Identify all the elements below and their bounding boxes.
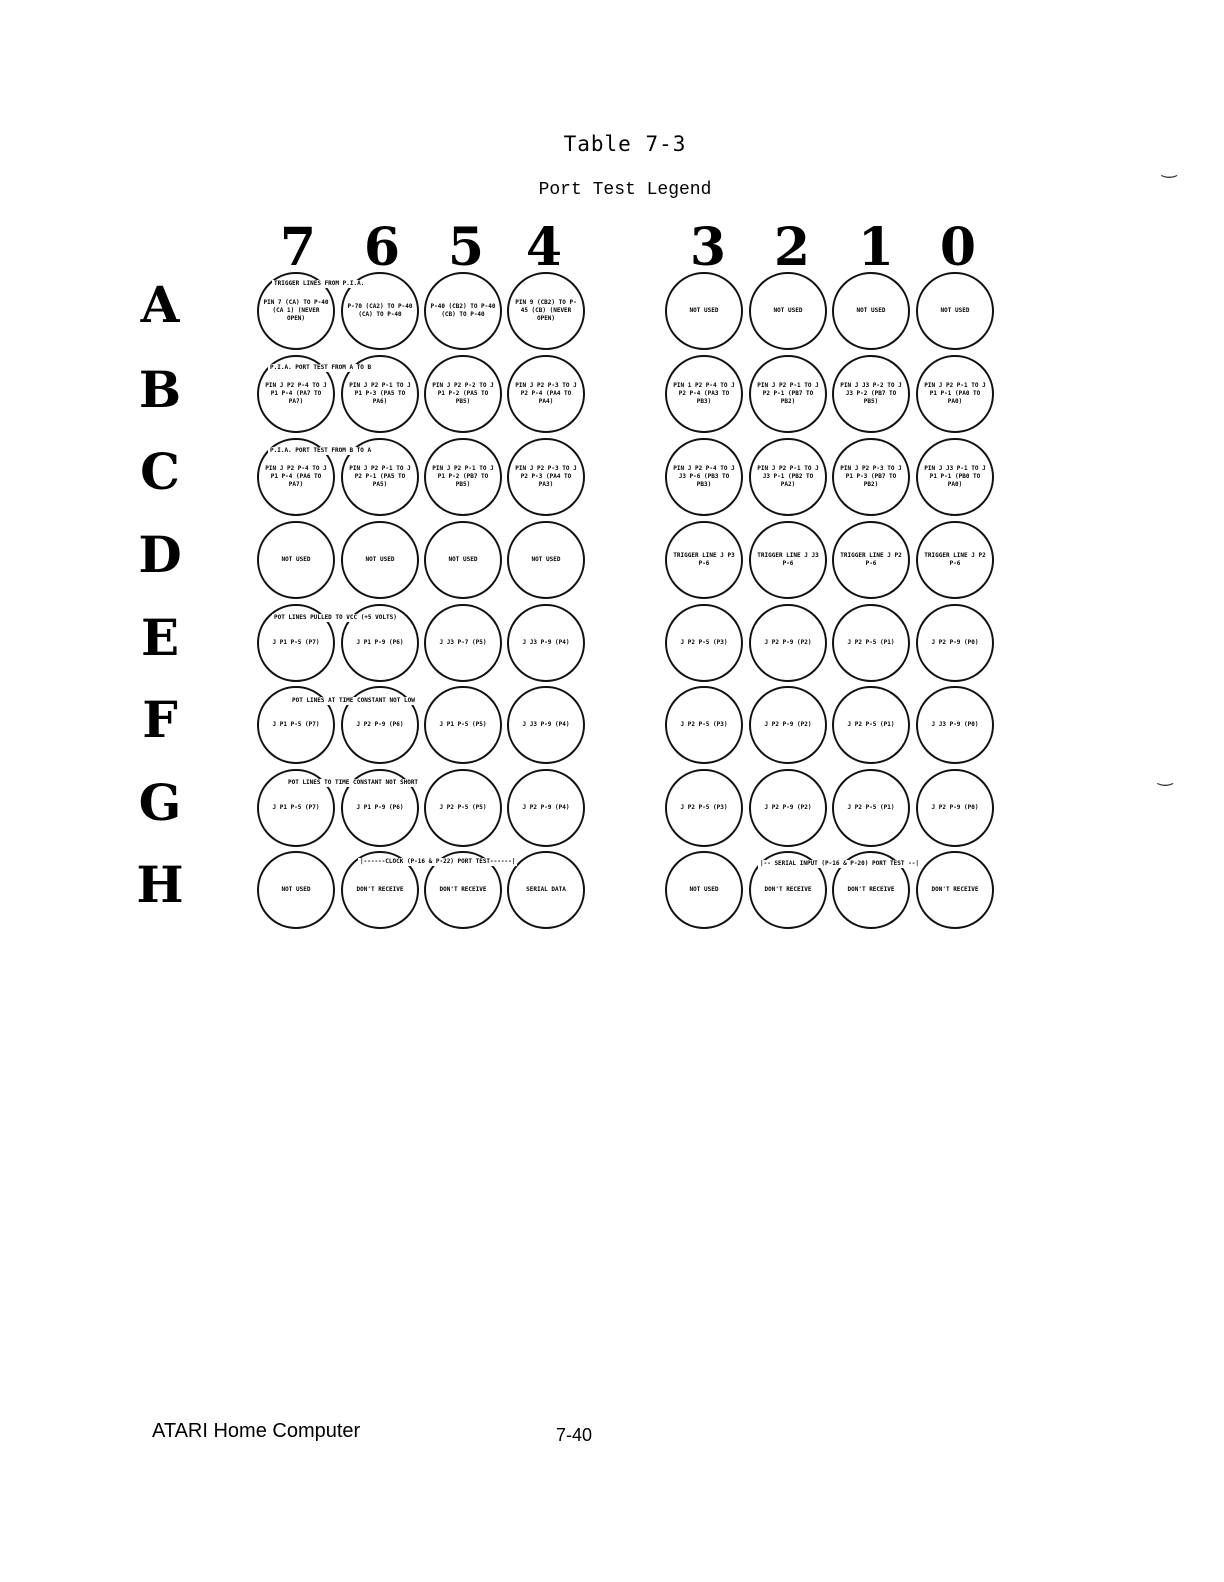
cell-f0: J J3 P-9 (P0) [916,686,994,764]
cell-g0: J P2 P-9 (P0) [916,769,994,847]
cell-g3: J P2 P-5 (P3) [665,769,743,847]
cell-g7: J P1 P-5 (P7) [257,769,335,847]
cell-e5: J J3 P-7 (P5) [424,604,502,682]
group-header-a: TRIGGER LINES FROM P.I.A. [274,280,365,287]
cell-a6: P-70 (CA2) TO P-40 (CA) TO P-40 [341,272,419,350]
row-letter-a: A [140,275,180,334]
cell-e7: J P1 P-5 (P7) [257,604,335,682]
cell-c7: PIN J P2 P-4 TO J P1 P-4 (PA6 TO PA7) [257,438,335,516]
column-number-1: 1 [857,217,895,278]
cell-d2: TRIGGER LINE J J3 P-6 [749,521,827,599]
cell-e3: J P2 P-5 (P3) [665,604,743,682]
cell-f7: J P1 P-5 (P7) [257,686,335,764]
cell-d3: TRIGGER LINE J P3 P-6 [665,521,743,599]
row-letter-b: B [138,360,182,419]
cell-c1: PIN J P2 P-3 TO J P1 P-3 (PB7 TO PB2) [832,438,910,516]
row-letter-f: F [142,690,178,749]
cell-a5: P-40 (CB2) TO P-40 (CB) TO P-40 [424,272,502,350]
footer-page-number: 7-40 [556,1425,593,1445]
cell-b3: PIN 1 P2 P-4 TO J P2 P-4 (PA3 TO PB3) [665,355,743,433]
cell-d6: NOT USED [341,521,419,599]
footer-publication: ATARI Home Computer [152,1420,361,1442]
cell-c0: PIN J J3 P-1 TO J P1 P-1 (PB0 TO PA0) [916,438,994,516]
group-header-f: POT LINES AT TIME CONSTANT NOT LOW [292,697,415,704]
cell-h4: SERIAL DATA [507,851,585,929]
group-header-b: P.I.A. PORT TEST FROM A TO B [270,364,372,371]
cell-b1: PIN J J3 P-2 TO J J3 P-2 (PB7 TO PB5) [832,355,910,433]
row-letter-d: D [138,525,182,584]
cell-d7: NOT USED [257,521,335,599]
group-header-g: POT LINES TO TIME CONSTANT NOT SHORT [288,779,419,786]
cell-f1: J P2 P-5 (P1) [832,686,910,764]
cell-h7: NOT USED [257,851,335,929]
margin-mark: ‿ [1162,158,1177,179]
cell-d1: TRIGGER LINE J P2 P-6 [832,521,910,599]
cell-h1: DON'T RECEIVE [832,851,910,929]
page-title: Table 7-3 [563,132,687,156]
margin-mark: ‿ [1158,766,1173,787]
cell-g5: J P2 P-5 (P5) [424,769,502,847]
cell-b5: PIN J P2 P-2 TO J P1 P-2 (PA5 TO PB5) [424,355,502,433]
cell-h3: NOT USED [665,851,743,929]
cell-d0: TRIGGER LINE J P2 P-6 [916,521,994,599]
cell-e0: J P2 P-9 (P0) [916,604,994,682]
cell-a2: NOT USED [749,272,827,350]
cell-g6: J P1 P-9 (P6) [341,769,419,847]
cell-d5: NOT USED [424,521,502,599]
cell-f4: J J3 P-9 (P4) [507,686,585,764]
row-letter-e: E [140,608,180,667]
cell-h0: DON'T RECEIVE [916,851,994,929]
cell-f6: J P2 P-9 (P6) [341,686,419,764]
cell-f2: J P2 P-9 (P2) [749,686,827,764]
column-number-4: 4 [525,217,563,278]
cell-a7: PIN 7 (CA) TO P-40 (CA 1) (NEVER OPEN) [257,272,335,350]
cell-c6: PIN J P2 P-1 TO J P2 P-1 (PA5 TO PA5) [341,438,419,516]
cell-h2: DON'T RECEIVE [749,851,827,929]
page-subtitle: Port Test Legend [538,180,712,200]
cell-e4: J J3 P-9 (P4) [507,604,585,682]
column-number-2: 2 [773,217,811,278]
cell-e1: J P2 P-5 (P1) [832,604,910,682]
cell-h5: DON'T RECEIVE [424,851,502,929]
column-number-0: 0 [939,217,977,278]
cell-c3: PIN J P2 P-4 TO J J3 P-6 (PB3 TO PB3) [665,438,743,516]
cell-a4: PIN 9 (CB2) TO P-45 (CB) (NEVER OPEN) [507,272,585,350]
group-header-c: P.I.A. PORT TEST FROM B TO A [270,447,372,454]
cell-a1: NOT USED [832,272,910,350]
row-letter-g: G [138,773,182,832]
group-header-h-right: |-- SERIAL INPUT (P-16 & P-20) PORT TEST --| [760,860,919,867]
cell-f5: J P1 P-5 (P5) [424,686,502,764]
cell-b6: PIN J P2 P-1 TO J P1 P-3 (PA5 TO PA6) [341,355,419,433]
cell-b2: PIN J P2 P-1 TO J P2 P-1 (PB7 TO PB2) [749,355,827,433]
cell-c4: PIN J P2 P-3 TO J P2 P-3 (PA4 TO PA3) [507,438,585,516]
cell-e6: J P1 P-9 (P6) [341,604,419,682]
group-header-e: POT LINES PULLED TO VCC (+5 VOLTS) [274,614,397,621]
cell-g4: J P2 P-9 (P4) [507,769,585,847]
cell-d4: NOT USED [507,521,585,599]
cell-b7: PIN J P2 P-4 TO J P1 P-4 (PA7 TO PA7) [257,355,335,433]
column-number-7: 7 [279,217,317,278]
cell-f3: J P2 P-5 (P3) [665,686,743,764]
cell-b0: PIN J P2 P-1 TO J P1 P-1 (PA0 TO PA0) [916,355,994,433]
cell-c5: PIN J P2 P-1 TO J P1 P-2 (PB7 TO PB5) [424,438,502,516]
row-letter-c: C [140,442,180,501]
cell-g2: J P2 P-9 (P2) [749,769,827,847]
cell-h6: DON'T RECEIVE [341,851,419,929]
column-number-3: 3 [689,217,727,278]
cell-c2: PIN J P2 P-1 TO J J3 P-1 (PB2 TO PA2) [749,438,827,516]
group-header-h-left: |------CLOCK (P-16 & P-22) PORT TEST------| [360,858,516,865]
cell-g1: J P2 P-5 (P1) [832,769,910,847]
row-letter-h: H [136,855,184,914]
cell-e2: J P2 P-9 (P2) [749,604,827,682]
cell-b4: PIN J P2 P-3 TO J P2 P-4 (PA4 TO PA4) [507,355,585,433]
column-number-6: 6 [363,217,401,278]
cell-a3: NOT USED [665,272,743,350]
cell-a0: NOT USED [916,272,994,350]
column-number-5: 5 [447,217,485,278]
